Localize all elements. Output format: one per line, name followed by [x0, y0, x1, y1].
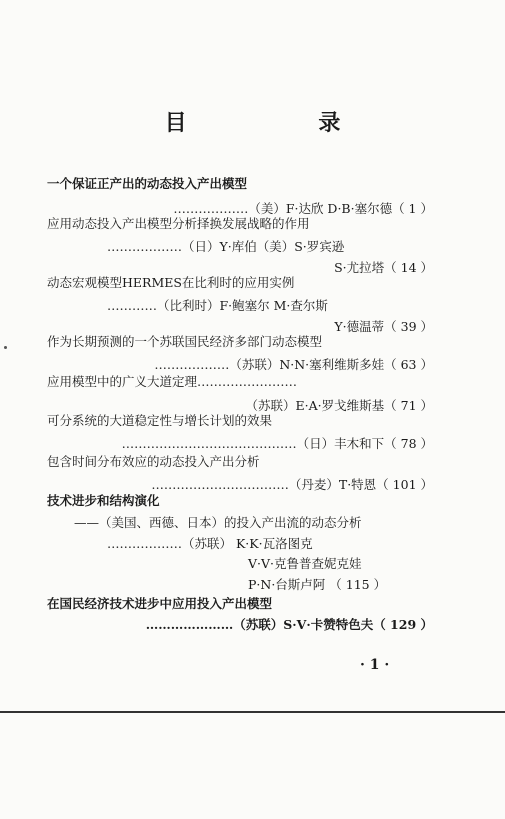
toc-entry-title: 动态宏观模型HERMES在比利时的应用实例 [47, 275, 295, 290]
page-number: · 1 · [360, 657, 390, 673]
toc-entry-title: 在国民经济技术进步中应用投入产出模型 [47, 596, 273, 611]
toc-entry-authors: V·V·克鲁普查妮克娃 [248, 556, 362, 571]
toc-entry-title: 包含时间分布效应的动态投入产出分析 [47, 454, 260, 469]
toc-entry-authors: ………………（美）F·达欣 D·B·塞尔德（ 1 ） [173, 201, 433, 216]
toc-entry-title: 一个保证正产出的动态投入产出模型 [47, 176, 248, 191]
toc-entry-authors: …………（比利时）F·鲍塞尔 M·查尔斯 [107, 298, 328, 313]
toc-entry-authors: ………………（日）Y·库伯（美）S·罗宾逊 [107, 239, 345, 254]
toc-entry-authors: S·尤拉塔（ 14 ） [334, 260, 433, 275]
toc-entry-authors: ………………（苏联）N·N·塞利维斯多娃（ 63 ） [154, 357, 433, 372]
toc-entry-authors: …………………（苏联）S·V·卡赞特色夫（ 129 ） [145, 617, 433, 632]
toc-entry-title: 应用模型中的广义大道定理…………………… [47, 374, 298, 389]
toc-entry-authors: ………………（苏联） K·K·瓦洛图克 [107, 536, 313, 551]
toc-entry-title: 应用动态投入产出模型分析择换发展战略的作用 [47, 216, 310, 231]
page-title: 目 录 [164, 111, 403, 136]
toc-entry-authors: ……………………………………（日）丰木和下（ 78 ） [121, 436, 433, 451]
toc-entry-title: 可分系统的大道稳定性与增长计划的效果 [47, 413, 273, 428]
toc-entry-authors: P·N·台斯卢阿 （ 115 ） [248, 577, 387, 592]
toc-entry-authors: Y·德温蒂（ 39 ） [334, 319, 433, 334]
toc-entry-authors: ……………………………（丹麦）T·特恩（ 101 ） [151, 477, 433, 492]
toc-entry-title: 技术进步和结构演化 [47, 493, 160, 508]
scan-speck [4, 346, 7, 349]
toc-entry-authors: （苏联）E·A·罗戈维斯基（ 71 ） [245, 398, 433, 413]
toc-entry-subtitle: ——（美国、西德、日本）的投入产出流的动态分析 [74, 515, 362, 530]
bottom-rule [0, 711, 505, 713]
toc-entry-title: 作为长期预测的一个苏联国民经济多部门动态模型 [47, 334, 323, 349]
